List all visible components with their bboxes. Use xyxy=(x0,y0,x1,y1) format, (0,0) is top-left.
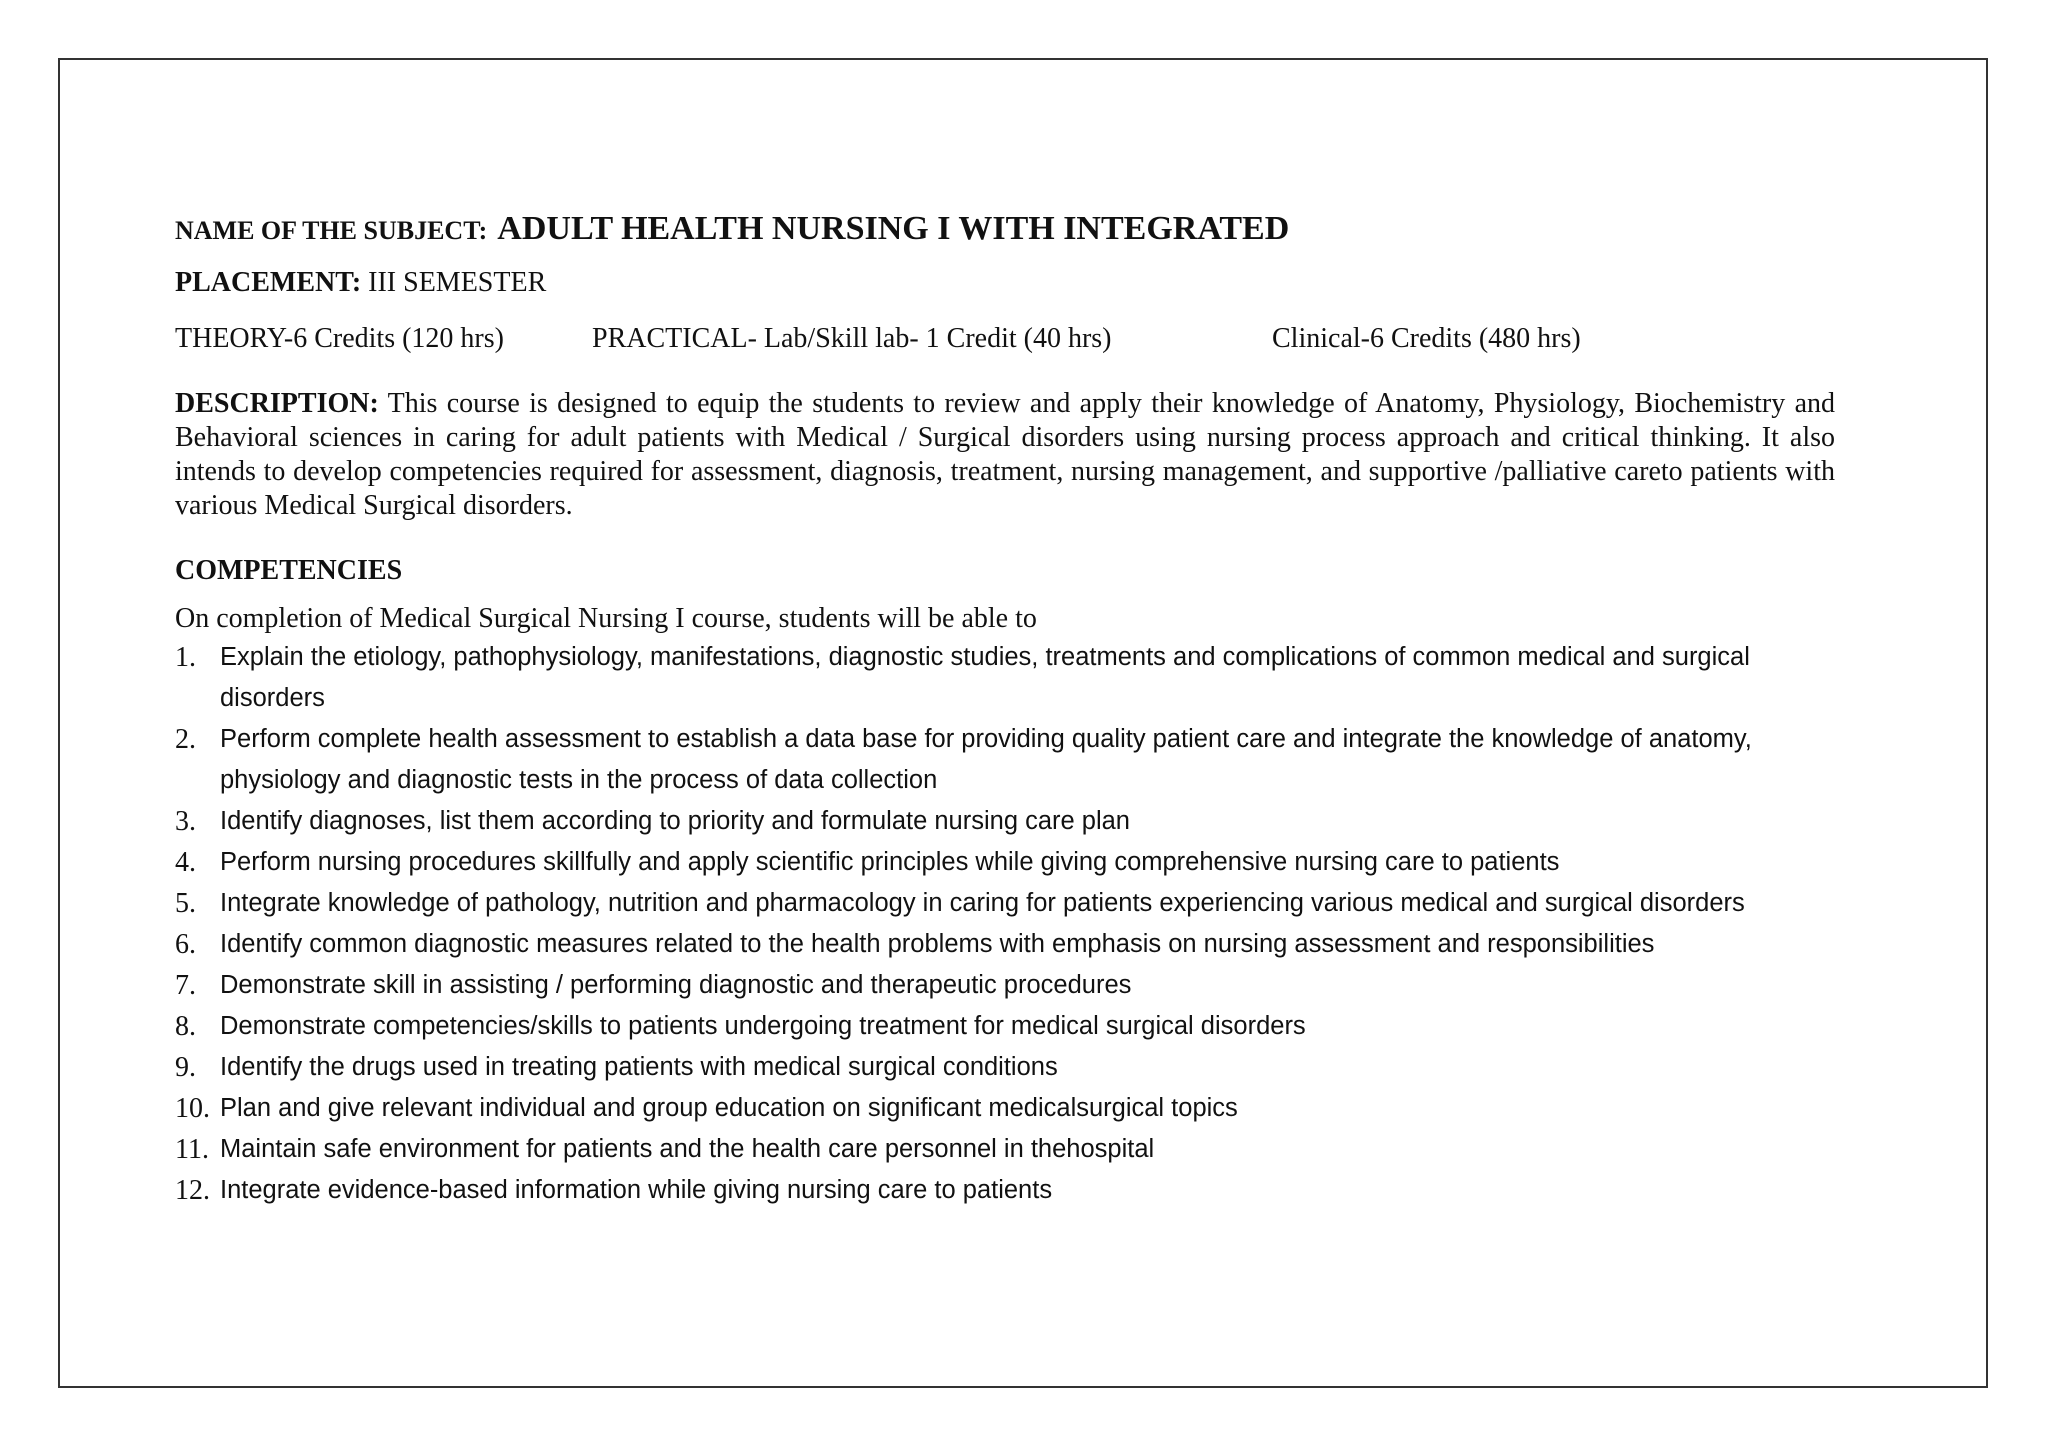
list-item-text: Explain the etiology, pathophysiology, manifestations, diagnostic studies, treatments and complications of common medical and surgical disorders xyxy=(220,643,1750,712)
list-item xyxy=(175,1088,1835,1129)
list-item-number: 12. xyxy=(175,1175,210,1206)
placement-value: III SEMESTER xyxy=(368,267,547,298)
list-item xyxy=(175,1006,1835,1047)
list-item-text: Maintain safe environment for patients and the health care personnel in thehospital xyxy=(220,1135,1155,1163)
list-item xyxy=(175,883,1835,924)
credits-line xyxy=(175,321,1835,357)
description-paragraph xyxy=(175,387,1835,523)
competencies-heading: COMPETENCIES xyxy=(175,555,403,586)
list-item-number: 11. xyxy=(175,1134,209,1165)
theory-credits: THEORY-6 Credits (120 hrs) xyxy=(175,323,504,354)
list-item-text: Perform complete health assessment to establish a data base for providing quality patient care and integrate the knowledge of anatomy, physiology and diagnostic tests in the process of data collection xyxy=(220,725,1752,794)
list-item-text: Plan and give relevant individual and group education on significant medicalsurgical topics xyxy=(220,1094,1238,1122)
list-item-text: Identify common diagnostic measures related to the health problems with emphasis on nursing assessment and responsibilities xyxy=(220,930,1655,958)
competencies-intro: On completion of Medical Surgical Nursing I course, students will be able to xyxy=(175,603,1037,634)
list-item-text: Identify the drugs used in treating patients with medical surgical conditions xyxy=(220,1053,1058,1081)
document-content xyxy=(175,205,1835,1211)
list-item xyxy=(175,1047,1835,1088)
list-item-number: 10. xyxy=(175,1093,210,1124)
description-label: DESCRIPTION: xyxy=(175,388,379,419)
list-item-text: Identify diagnoses, list them according to priority and formulate nursing care plan xyxy=(220,807,1130,835)
subject-line xyxy=(175,205,1835,253)
list-item xyxy=(175,842,1835,883)
practical-credits: PRACTICAL- Lab/Skill lab- 1 Credit (40 hrs) xyxy=(592,323,1112,354)
list-item-text: Demonstrate competencies/skills to patients undergoing treatment for medical surgical disorders xyxy=(220,1012,1306,1040)
placement-label: PLACEMENT: xyxy=(175,267,362,298)
competencies-list xyxy=(175,637,1835,1211)
list-item-text: Integrate evidence-based information while giving nursing care to patients xyxy=(220,1176,1053,1204)
list-item-text: Perform nursing procedures skillfully and apply scientific principles while giving comprehensive nursing care to patients xyxy=(220,848,1560,876)
list-item xyxy=(175,801,1835,842)
list-item xyxy=(175,924,1835,965)
list-item-number: 5. xyxy=(175,888,196,919)
list-item-number: 8. xyxy=(175,1011,196,1042)
list-item-number: 4. xyxy=(175,847,196,878)
list-item xyxy=(175,637,1835,719)
list-item xyxy=(175,965,1835,1006)
list-item-text: Integrate knowledge of pathology, nutrition and pharmacology in caring for patients experiencing various medical and surgical disorders xyxy=(220,889,1745,917)
list-item-number: 9. xyxy=(175,1052,196,1083)
placement-line xyxy=(175,265,1835,301)
description-text: This course is designed to equip the students to review and apply their knowledge of Anatomy, Physiology, Biochemistry and Behavioral sciences in caring for adult patients with Medical / Surgical disorders using nursing process approach and critical thinking. It also intends to develop competencies required for assessment, diagnosis, treatment, nursing management, and supportive /palliative careto patients with various Medical Surgical disorders. xyxy=(175,388,1836,521)
list-item-number: 1. xyxy=(175,642,196,673)
list-item xyxy=(175,1170,1835,1211)
list-item-number: 3. xyxy=(175,806,196,837)
list-item-number: 7. xyxy=(175,970,196,1001)
clinical-credits: Clinical-6 Credits (480 hrs) xyxy=(1272,323,1581,354)
list-item-text: Demonstrate skill in assisting / performing diagnostic and therapeutic procedures xyxy=(220,971,1132,999)
subject-name: ADULT HEALTH NURSING I WITH INTEGRATED xyxy=(497,210,1290,247)
list-item xyxy=(175,719,1835,801)
subject-label: NAME OF THE SUBJECT: xyxy=(175,216,488,245)
list-item xyxy=(175,1129,1835,1170)
list-item-number: 6. xyxy=(175,929,196,960)
list-item-number: 2. xyxy=(175,724,196,755)
